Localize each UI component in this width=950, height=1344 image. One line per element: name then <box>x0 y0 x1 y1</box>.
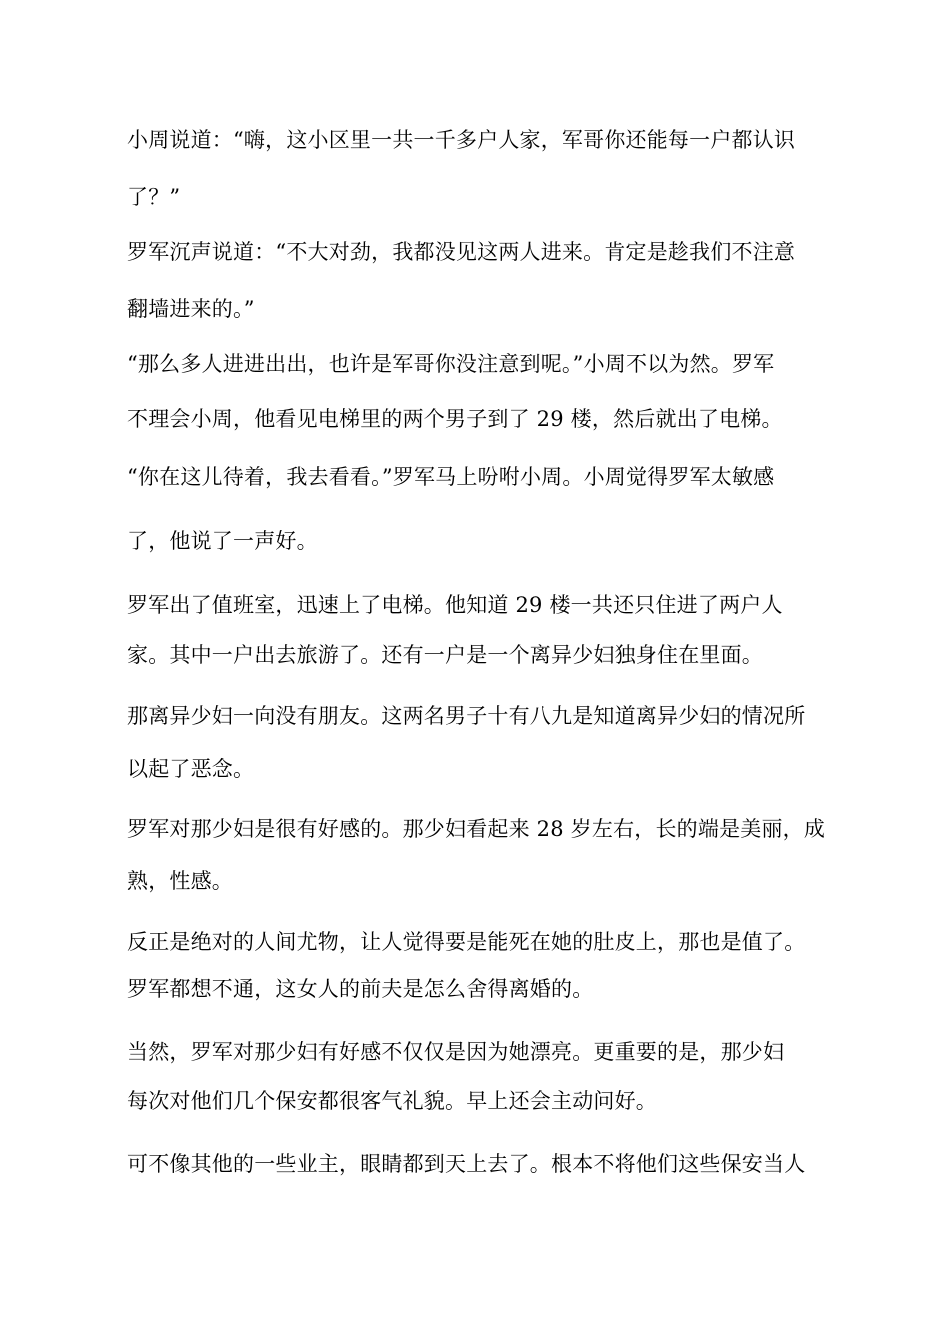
text-line: 家。其中一户出去旅游了。还有一户是一个离异少妇独身住在里面。 <box>127 643 763 667</box>
text-line: 了，他说了一声好。 <box>127 529 318 553</box>
text-line: 翻墙进来的。” <box>127 297 255 321</box>
text-line: 以起了恶念。 <box>127 757 255 781</box>
text-line: “你在这儿待着，我去看看。”罗军马上吩咐小周。小周觉得罗军太敏感 <box>127 465 775 489</box>
text-line: 反正是绝对的人间尤物，让人觉得要是能死在她的肚皮上，那也是值了。 <box>127 930 806 954</box>
text-line: 小周说道：“嗨，这小区里一共一千多户人家，军哥你还能每一户都认识 <box>127 128 796 152</box>
text-line: “那么多人进进出出，也许是军哥你没注意到呢。”小周不以为然。罗军 <box>127 352 775 376</box>
text-line: 了？” <box>127 185 181 209</box>
text-line: 那离异少妇一向没有朋友。这两名男子十有八九是知道离异少妇的情况所 <box>127 704 806 728</box>
text-line: 罗军出了值班室，迅速上了电梯。他知道 29 楼一共还只住进了两户人 <box>127 593 783 617</box>
text-line: 罗军对那少妇是很有好感的。那少妇看起来 28 岁左右，长的端是美丽，成 <box>127 817 826 841</box>
text-line: 不理会小周，他看见电梯里的两个男子到了 29 楼，然后就出了电梯。 <box>127 407 783 431</box>
text-line: 可不像其他的一些业主，眼睛都到天上去了。根本不将他们这些保安当人 <box>127 1152 806 1176</box>
text-line: 每次对他们几个保安都很客气礼貌。早上还会主动问好。 <box>127 1089 657 1113</box>
text-line: 罗军沉声说道：“不大对劲，我都没见这两人进来。肯定是趁我们不注意 <box>127 240 796 264</box>
text-line: 熟，性感。 <box>127 869 233 893</box>
text-line: 当然，罗军对那少妇有好感不仅仅是因为她漂亮。更重要的是，那少妇 <box>127 1040 785 1064</box>
text-line: 罗军都想不通，这女人的前夫是怎么舍得离婚的。 <box>127 977 594 1001</box>
